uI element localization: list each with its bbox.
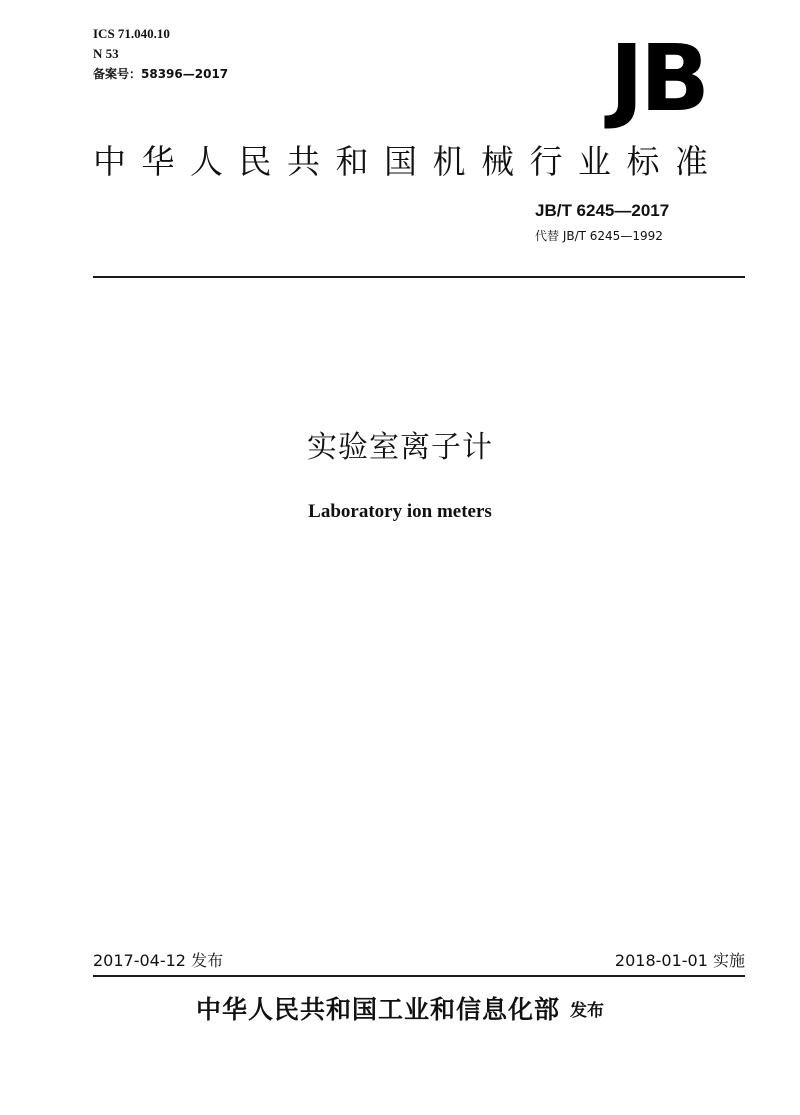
top-divider — [93, 276, 745, 278]
jb-logo: JB — [609, 25, 706, 132]
issuer-line — [0, 990, 800, 1031]
classification-code: N 53 — [93, 46, 119, 61]
issue-date: 2017-04-12 发布 — [93, 951, 224, 970]
issuer-name: 中华人民共和国工业和信息化部 — [195, 995, 560, 1024]
ics-code: ICS 71.040.10 — [93, 26, 170, 41]
record-number: 备案号：58396—2017 — [93, 67, 229, 81]
standard-number: JB/T 6245—2017 — [535, 201, 670, 220]
implementation-date: 2018-01-01 实施 — [614, 951, 745, 970]
bottom-divider — [93, 975, 745, 977]
document-title-chinese: 实验室离子计 — [307, 430, 493, 465]
document-title-english: Laboratory ion meters — [308, 501, 492, 522]
standard-category-title: 中华人民共和国机械行业标准 — [93, 142, 724, 181]
issuer-verb: 发布 — [570, 1001, 604, 1021]
replaced-standard: 代替 JB/T 6245—1992 — [535, 229, 663, 243]
